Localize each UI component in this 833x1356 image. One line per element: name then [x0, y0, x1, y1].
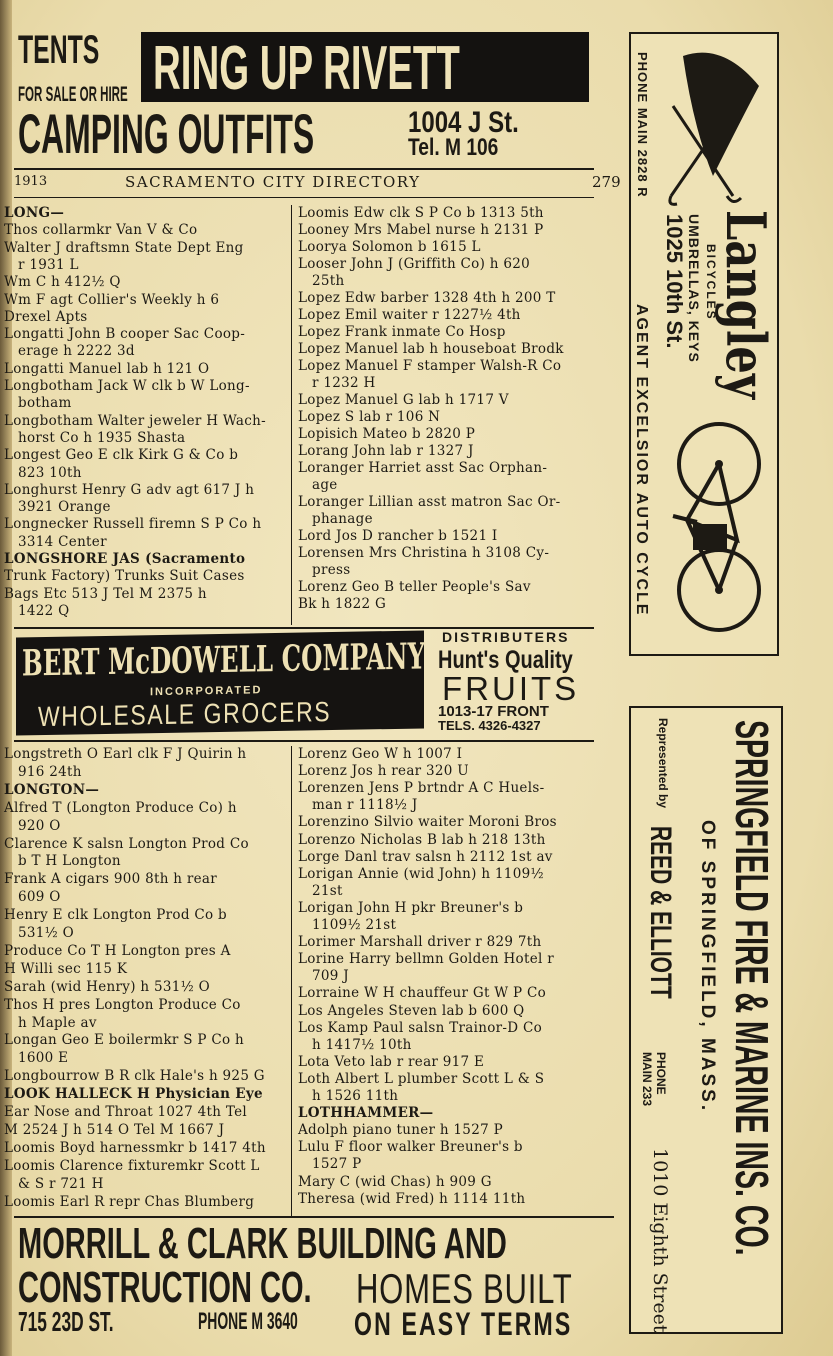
header-rule-top: [14, 168, 594, 170]
directory-entry: 609 O: [18, 889, 61, 906]
company-label: BERT McDOWELL COMPANY: [22, 635, 426, 685]
directory-entry: Lorang John lab r 1327 J: [298, 443, 474, 459]
directory-entry: Lopez Frank inmate Co Hosp: [298, 324, 506, 340]
directory-entry: Longnecker Russell firemn S P Co h: [4, 516, 262, 533]
langley-phone: PHONE MAIN 2828 R: [635, 52, 650, 198]
directory-entry: Lopez S lab r 106 N: [298, 409, 441, 425]
directory-entry: & S r 721 H: [18, 1175, 104, 1192]
directory-entry: h 1526 11th: [312, 1088, 399, 1104]
year-label: 1913: [14, 174, 48, 189]
directory-entry: Longbourrow B R clk Hale's h 925 G: [4, 1068, 265, 1085]
directory-entry: 25th: [312, 273, 345, 289]
directory-entry: r 1931 L: [18, 256, 79, 273]
directory-entry: Henry E clk Longton Prod Co b: [4, 907, 227, 924]
directory-entry: Longest Geo E clk Kirk G & Co b: [4, 447, 239, 464]
directory-entry: Longbotham Walter jeweler H Wach-: [4, 412, 266, 429]
directory-entry: 709 J: [312, 968, 349, 985]
distributor-address: 1013-17 FRONT: [438, 703, 549, 720]
langley-line-1: BICYCLES: [704, 244, 718, 321]
mid-ad-rule-bottom: [14, 740, 594, 742]
easy-terms-label: ON EASY TERMS: [354, 1306, 573, 1342]
directory-entry: erage h 2222 3d: [18, 343, 135, 360]
directory-entry: Walter J draftsmn State Dept Eng: [4, 239, 244, 256]
directory-entry: Mary C (wid Chas) h 909 G: [298, 1173, 492, 1190]
langley-address: 1025 10th St.: [662, 214, 687, 349]
directory-entry: Lord Jos D rancher b 1521 I: [298, 528, 498, 544]
directory-entry: 1109½ 21st: [312, 917, 397, 933]
directory-entry: r 1232 H: [312, 375, 376, 391]
directory-entry: LONGTON—: [4, 781, 100, 798]
directory-entry: Lorraine W H chauffeur Gt W P Co: [298, 985, 547, 1002]
springfield-company: SPRINGFIELD FIRE & MARINE INS. CO.: [726, 720, 778, 1256]
homes-built-label: HOMES BUILT: [356, 1265, 573, 1312]
tents-label: TENTS: [18, 28, 100, 72]
directory-entry: Lorenzo Nicholas B lab h 218 13th: [298, 831, 546, 848]
directory-entry: Bags Etc 513 J Tel M 2375 h: [4, 585, 207, 602]
directory-entry: b T H Longton: [18, 853, 121, 870]
directory-entry: Lorine Harry bellmn Golden Hotel r: [298, 951, 554, 968]
directory-entry: LOTHHAMMER—: [298, 1105, 434, 1122]
directory-entry: h 1417½ 10th: [312, 1036, 412, 1053]
directory-entry: h Maple av: [18, 1014, 97, 1031]
springfield-address: 1010 Eighth Street: [649, 1148, 671, 1333]
directory-entry: Loomis Edw clk S P Co b 1313 5th: [298, 205, 544, 221]
directory-entry: Loranger Harriet asst Sac Orphan-: [298, 460, 548, 476]
left-column-bottom: [0, 746, 290, 1216]
directory-entry: Alfred T (Longton Produce Co) h: [4, 799, 237, 816]
builder-phone: PHONE M 3640: [198, 1308, 298, 1335]
directory-entry: Frank A cigars 900 8th h rear: [4, 871, 218, 888]
directory-entry: Clarence K salsn Longton Prod Co: [4, 835, 249, 852]
directory-entry: Lorenz Jos h rear 320 U: [298, 763, 469, 780]
directory-entry: Drexel Apts: [4, 308, 88, 325]
directory-entry: Ear Nose and Throat 1027 4th Tel: [4, 1104, 248, 1120]
directory-entry: Trunk Factory) Trunks Suit Cases: [4, 568, 245, 585]
directory-entry: Lorensen Mrs Christina h 3108 Cy-: [298, 545, 550, 561]
directory-entry: Loomis Clarence fixturemkr Scott L: [4, 1157, 260, 1174]
top-advert: [16, 28, 594, 164]
directory-entry: Bk h 1822 G: [298, 596, 387, 612]
bottom-advert: [14, 1220, 614, 1350]
directory-entry: 920 O: [18, 817, 61, 834]
tel-label: Tel. M 106: [408, 134, 499, 161]
directory-entry: Looney Mrs Mabel nurse h 2131 P: [298, 222, 544, 238]
directory-entry: 916 24th: [18, 763, 82, 780]
directory-entry: Wm C h 412½ Q: [4, 274, 121, 291]
brand-label: RING UP RIVETT: [153, 34, 460, 103]
directory-entry: Thos collarmkr Van V & Co: [4, 222, 198, 239]
directory-entry: Longatti Manuel lab h 121 O: [4, 360, 210, 377]
directory-entry: 823 10th: [18, 464, 82, 481]
directory-entry: LONG—: [4, 205, 65, 221]
directory-entry: M 2524 J h 514 O Tel M 1667 J: [4, 1121, 225, 1138]
directory-entry: Longatti John B cooper Sac Coop-: [4, 326, 246, 343]
directory-entry: Lopez Manuel G lab h 1717 V: [298, 392, 509, 408]
directory-entry: phanage: [312, 511, 373, 527]
phone-number: MAIN 233: [640, 1052, 654, 1107]
langley-agent: AGENT EXCELSIOR AUTO CYCLE: [633, 304, 650, 617]
directory-title: SACRAMENTO CITY DIRECTORY: [125, 173, 421, 191]
represented-label: Represented by: [656, 718, 670, 809]
wholesale-label: WHOLESALE GROCERS: [38, 696, 332, 733]
directory-entry: 531½ O: [18, 925, 75, 941]
for-sale-label: FOR SALE OR HIRE: [18, 83, 128, 106]
address-label: 1004 J St.: [408, 106, 519, 139]
reed-elliott-label: REED & ELLIOTT: [644, 826, 677, 999]
directory-entry: Lorigan John H pkr Breuner's b: [298, 899, 524, 916]
directory-entry: 3921 Orange: [18, 499, 111, 516]
directory-entry: Lopez Manuel lab h houseboat Brodk: [298, 341, 564, 357]
right-column-top: [296, 205, 594, 625]
builder-address: 715 23D ST.: [18, 1306, 114, 1337]
camping-label: CAMPING OUTFITS: [18, 102, 315, 165]
directory-entry: Thos H pres Longton Produce Co: [4, 996, 241, 1013]
springfield-advert: [629, 706, 783, 1334]
directory-entry: Loomis Earl R repr Chas Blumberg: [4, 1193, 255, 1210]
page-number: 279: [592, 173, 621, 191]
directory-entry: Longbotham Jack W clk b W Long-: [4, 378, 250, 394]
directory-entry: 3314 Center: [18, 533, 107, 550]
builder-line-2: CONSTRUCTION CO.: [18, 1263, 312, 1312]
directory-entry: 1527 P: [312, 1156, 362, 1173]
directory-entry: Lorenzen Jens P brtndr A C Huels-: [298, 780, 545, 797]
directory-entry: Lopez Manuel F stamper Walsh-R Co: [298, 358, 562, 374]
directory-entry: age: [312, 477, 338, 493]
directory-entry: Loorya Solomon b 1615 L: [298, 239, 481, 255]
column-divider-top: [291, 205, 292, 625]
directory-entry: H Willi sec 115 K: [4, 960, 128, 977]
directory-entry: Lorigan Annie (wid John) h 1109½: [298, 865, 544, 882]
directory-entry: Lorenz Geo B teller People's Sav: [298, 579, 531, 595]
phone-label: PHONE: [654, 1052, 668, 1095]
incorporated-label: INCORPORATED: [150, 684, 263, 699]
directory-entry: 1422 Q: [18, 602, 70, 619]
distributers-label: DISTRIBUTERS: [442, 629, 570, 645]
fruits-label: FRUITS: [442, 670, 580, 707]
directory-entry: Wm F agt Collier's Weekly h 6: [4, 291, 220, 308]
directory-entry: Lorimer Marshall driver r 829 7th: [298, 934, 542, 951]
langley-brand: Langley: [714, 210, 778, 399]
directory-entry: Lorenz Geo W h 1007 I: [298, 746, 463, 762]
directory-entry: LOOK HALLECK H Physician Eye: [4, 1086, 263, 1103]
directory-entry: Looser John J (Griffith Co) h 620: [298, 256, 531, 272]
directory-entry: Lota Veto lab r rear 917 E: [298, 1053, 485, 1070]
header-rule-bottom: [14, 197, 594, 198]
mid-advert: [14, 630, 594, 738]
springfield-city: OF SPRINGFIELD, MASS.: [697, 820, 718, 1114]
directory-entry: Longan Geo E boilermkr S P Co h: [4, 1032, 245, 1049]
hunts-label: Hunt's Quality: [438, 646, 573, 674]
directory-entry: Loranger Lillian asst matron Sac Or-: [298, 494, 561, 510]
page-header: [14, 172, 621, 194]
builder-line-1: MORRILL & CLARK BUILDING AND: [18, 1219, 507, 1268]
langley-advert: [629, 32, 779, 656]
directory-entry: botham: [18, 395, 72, 412]
grocer-banner: [16, 630, 424, 735]
directory-entry: Lopez Emil waiter r 1227½ 4th: [298, 307, 521, 323]
motorcycle-icon: [667, 420, 771, 634]
directory-entry: Lulu F floor walker Breuner's b: [298, 1139, 523, 1156]
directory-entry: Longstreth O Earl clk F J Quirin h: [4, 746, 247, 762]
directory-entry: Longhurst Henry G adv agt 617 J h: [4, 481, 255, 498]
left-column-top: [0, 205, 290, 625]
directory-entry: Sarah (wid Henry) h 531½ O: [4, 978, 210, 995]
directory-entry: press: [312, 562, 351, 578]
directory-entry: horst Co h 1935 Shasta: [18, 429, 186, 446]
brand-banner: [141, 32, 589, 102]
directory-entry: LONGSHORE JAS (Sacramento: [4, 551, 246, 567]
directory-entry: Produce Co T H Longton pres A: [4, 942, 231, 959]
distributor-tels: TELS. 4326-4327: [438, 718, 541, 733]
directory-entry: Los Kamp Paul salsn Trainor-D Co: [298, 1019, 543, 1036]
directory-entry: Adolph piano tuner h 1527 P: [298, 1122, 503, 1139]
directory-entry: Loomis Boyd harnessmkr b 1417 4th: [4, 1139, 266, 1156]
umbrella-icon: [663, 46, 767, 214]
langley-line-2: UMBRELLAS, KEYS: [686, 214, 702, 363]
directory-entry: Theresa (wid Fred) h 1114 11th: [298, 1190, 526, 1207]
directory-entry: Los Angeles Steven lab b 600 Q: [298, 1002, 525, 1019]
directory-entry: 1600 E: [18, 1050, 69, 1067]
right-column-bottom: [296, 746, 614, 1216]
column-divider-bottom: [291, 746, 292, 1216]
directory-entry: Lorenzino Silvio waiter Moroni Bros: [298, 814, 557, 831]
directory-entry: Lopez Edw barber 1328 4th h 200 T: [298, 290, 556, 306]
directory-entry: Lopisich Mateo b 2820 P: [298, 426, 476, 442]
directory-entry: Loth Albert L plumber Scott L & S: [298, 1070, 545, 1087]
bottom-ad-rule: [14, 1216, 614, 1218]
directory-entry: 21st: [312, 882, 343, 899]
directory-entry: Lorge Danl trav salsn h 2112 1st av: [298, 848, 553, 865]
directory-entry: man r 1118½ J: [312, 797, 418, 814]
